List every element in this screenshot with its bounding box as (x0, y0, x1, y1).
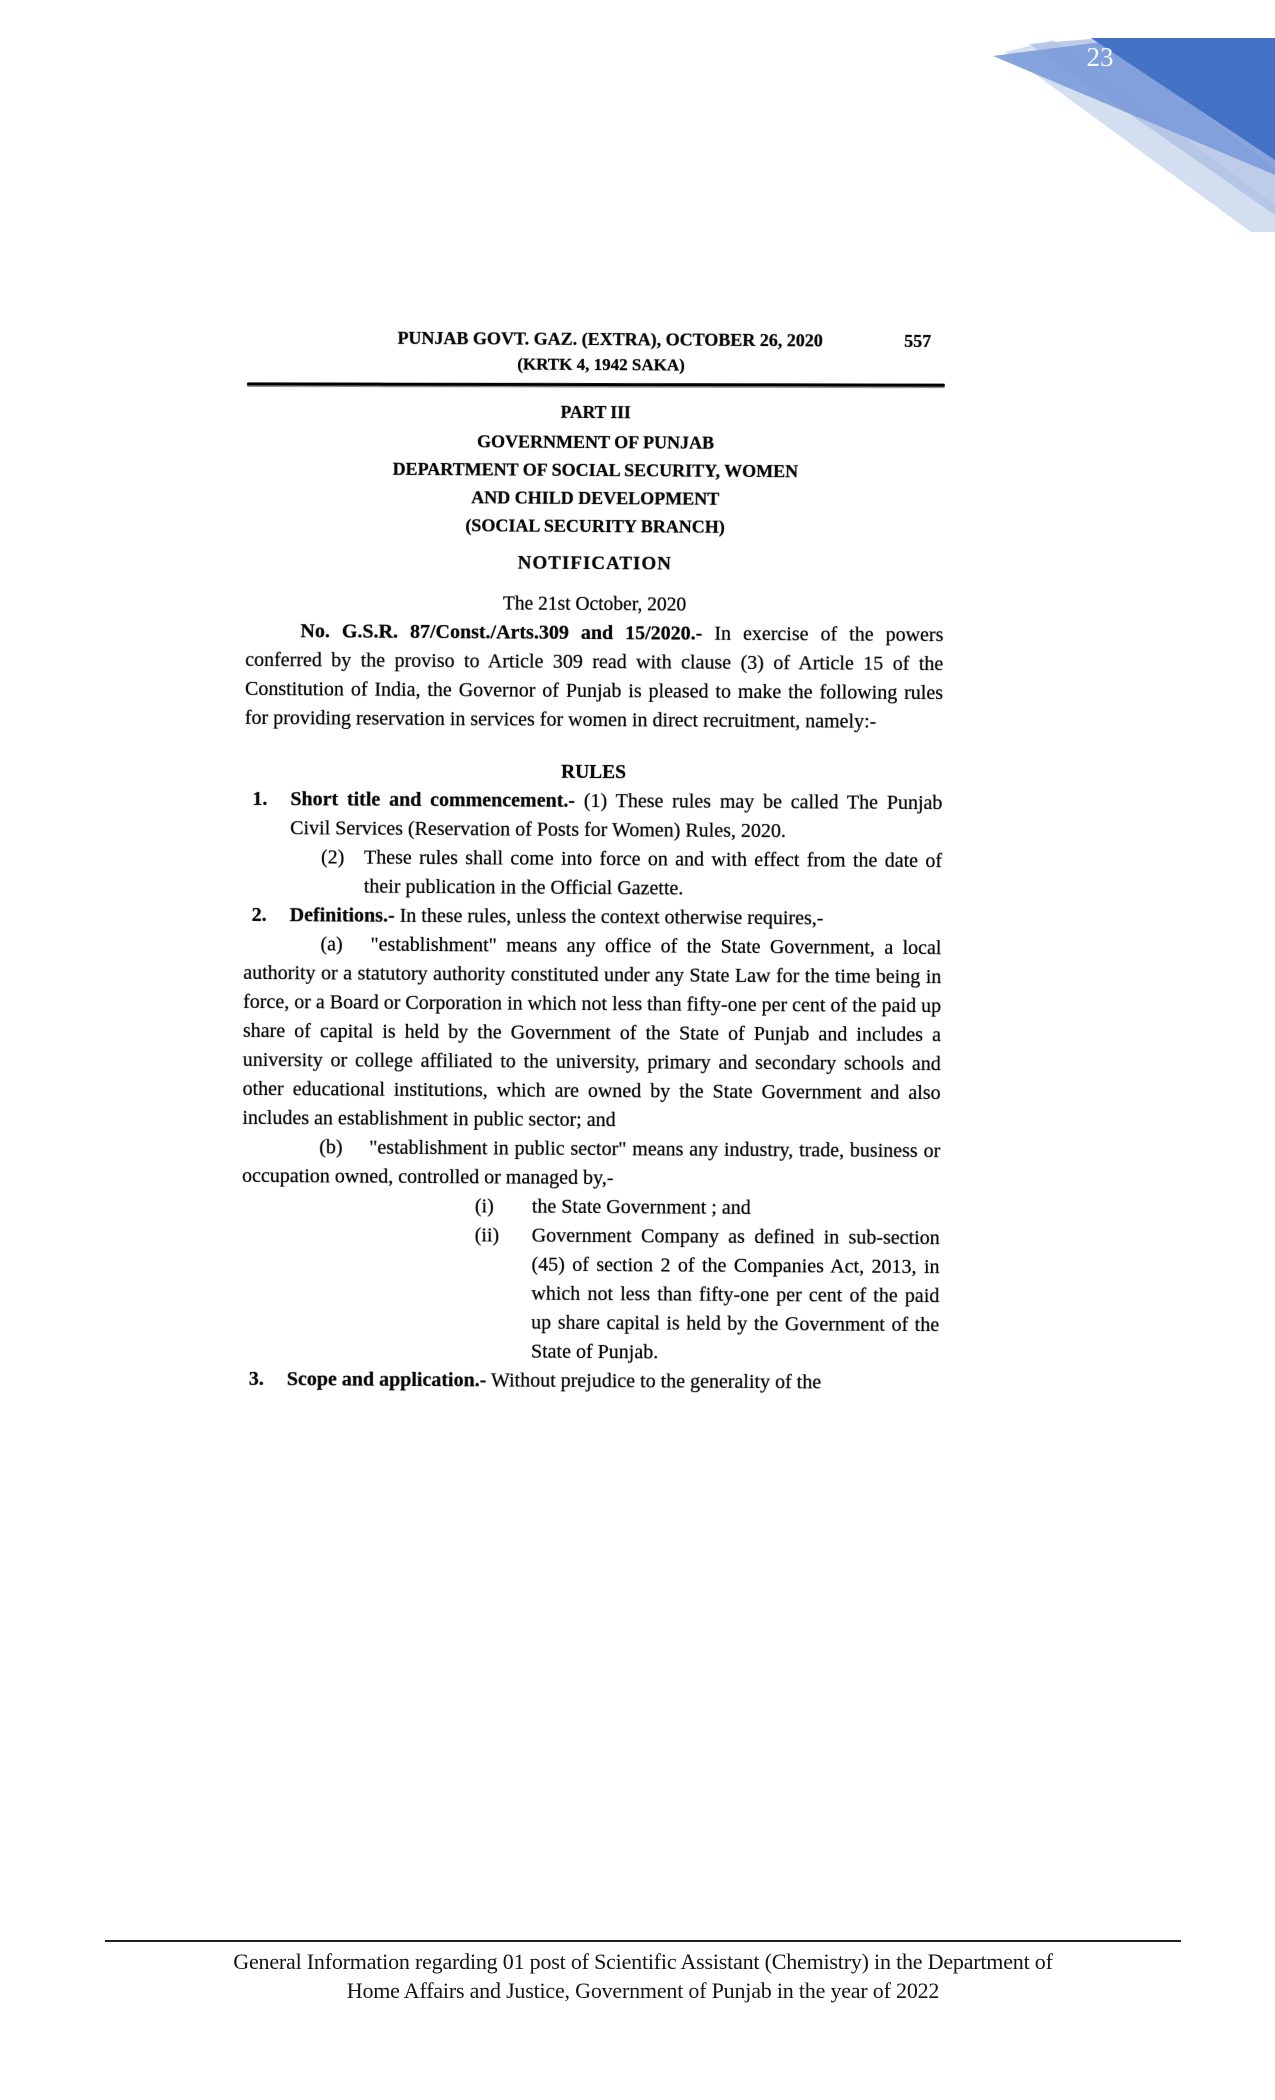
notification-date: The 21st October, 2020 (502, 593, 687, 616)
subitem-i (242, 1191, 940, 1224)
rule-title: Scope and application.- (286, 1368, 487, 1392)
rules-heading: RULES (560, 761, 627, 784)
footer-line-2: Home Affairs and Justice, Government of Punjab in the year of 2022 (346, 1978, 940, 2003)
notification-number: No. G.S.R. 87/Const./Arts.309 and 15/2020.- (300, 620, 703, 645)
subitem-text: Government Company as defined in sub-section (45) of section 2 of the Companies Act, 2013, in which not less than fifty-one per cent of the paid up share capital is held by the Government of the State of Punjab. (530, 1224, 940, 1364)
rule-text: (1) These rules may be called The Punjab Civil Services (Reservation of Posts for Women) Rules, 2020. (290, 789, 943, 843)
part-heading: PART III (560, 401, 631, 423)
gazette-page-ref: 557 (904, 330, 932, 352)
subitem-ii (241, 1220, 940, 1369)
rule-title: Definitions.- (289, 904, 395, 927)
page-number: 23 (1086, 42, 1114, 72)
rule-item-1 (244, 785, 942, 847)
department-line-1: DEPARTMENT OF SOCIAL SECURITY, WOMEN (392, 458, 799, 482)
clause-a (242, 930, 941, 1137)
government-heading: GOVERNMENT OF PUNJAB (476, 431, 715, 453)
masthead-title: PUNJAB GOVT. GAZ. (EXTRA), OCTOBER 26, 2020 (397, 327, 823, 351)
gazette-scan (241, 324, 946, 1398)
rule-1-subclause-2 (244, 843, 942, 905)
subclause-text: These rules shall come into force on and with effect from the date of their publication in the Official Gazette. (363, 846, 943, 900)
rule-text: Without prejudice to the generality of the (490, 1369, 822, 1394)
rule-text: In these rules, unless the context otherwise requires,- (399, 904, 824, 930)
subitem-marker: (i) (474, 1195, 494, 1218)
rule-number: 1. (252, 787, 268, 811)
saka-date: (KRTK 4, 1942 SAKA) (517, 354, 685, 375)
department-line-2: AND CHILD DEVELOPMENT (471, 487, 720, 509)
footer-line-1: General Information regarding 01 post of Scientific Assistant (Chemistry) in the Department of (233, 1949, 1053, 1974)
intro-paragraph (245, 617, 944, 737)
rule-item-2 (244, 901, 942, 934)
branch-heading: (SOCIAL SECURITY BRANCH) (465, 515, 725, 537)
rule-item-3 (241, 1365, 939, 1398)
rule-number: 2. (251, 903, 267, 927)
subitem-text: the State Government ; and (531, 1195, 751, 1219)
header-divider (247, 382, 945, 386)
notification-heading: NOTIFICATION (517, 552, 672, 575)
corner-decoration (983, 0, 1275, 232)
clause-text: "establishment in public sector" means any industry, trade, business or occupation owned, controlled or managed by,- (242, 1136, 941, 1190)
subitem-marker: (ii) (474, 1224, 500, 1247)
masthead (247, 324, 945, 354)
footer (105, 1940, 1181, 2005)
subclause-marker: (2) (320, 846, 345, 869)
clause-text: "establishment" means any office of the State Government, a local authority or a statutory authority constituted under any State Law for the time being in force, or a Board or Corporation in which not less than fifty-one per cent of the paid up share of capital is held by the Government of the State of Punjab and includes a university or college affiliated to the university, primary and secondary schools and other educational institutions, which are owned by the State Government and also includes an establishment in public sector; and (242, 933, 942, 1132)
rule-number: 3. (248, 1367, 264, 1390)
intro-text: In exercise of the powers conferred by the proviso to Article 309 read with clause (3) of Article 15 of the Constitution of India, the Governor of Punjab is pleased to make the following rules for providing reservation in services for women in direct recruitment, namely:- (244, 622, 944, 733)
rule-title: Short title and commencement.- (290, 788, 576, 812)
clause-marker: (b) (319, 1136, 343, 1159)
clause-b (242, 1133, 940, 1195)
clause-marker: (a) (320, 933, 343, 956)
